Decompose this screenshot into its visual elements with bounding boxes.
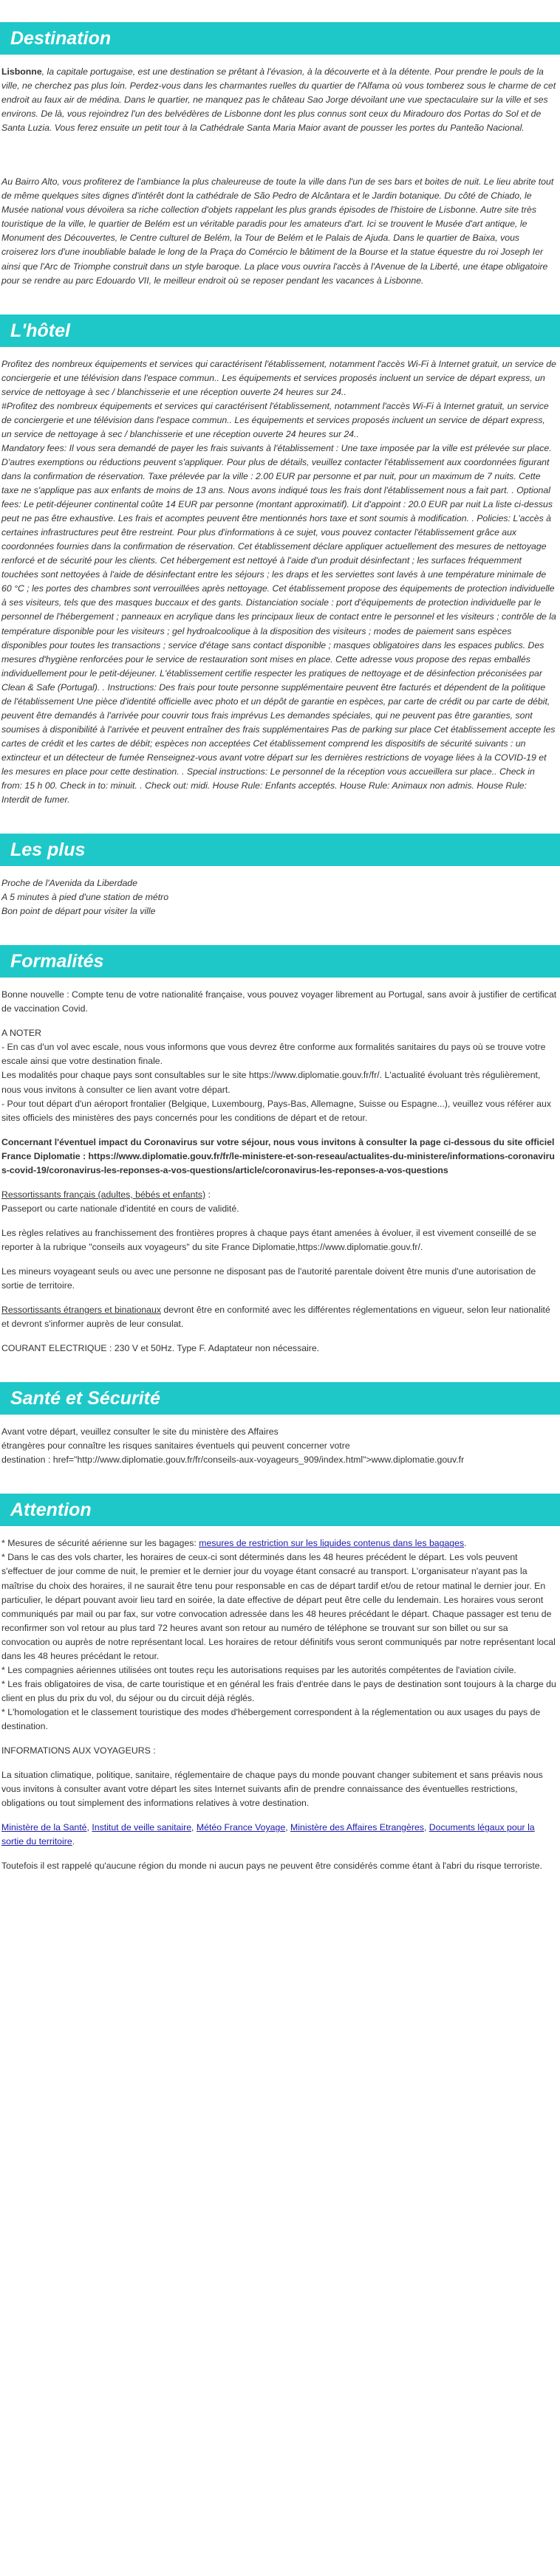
plus-item: Bon point de départ pour visiter la ville <box>1 906 156 917</box>
attention-body <box>0 1536 557 1873</box>
attention-bagages-prefix: * Mesures de sécurité aérienne sur les bagages: <box>1 1538 199 1549</box>
formalites-coronavirus: Concernant l'éventuel impact du Coronavirus sur votre séjour, nous vous invitons à consulter la page ci-dessous du site officiel France Diplomatie : https://www.diplomatie.gouv.fr/fr/le-ministere-et-son-reseau/actualites-du-ministere/informations-coronavirus-covid-19/coronavirus-les-reponses-a-vos-questions/article/coronavirus-les-reponses-a-vos-questions <box>1 1136 555 1175</box>
links-end: . <box>72 1836 75 1847</box>
link-affaires-etrangeres[interactable]: Ministère des Affaires Etrangères <box>290 1822 424 1833</box>
link-veille-sanitaire[interactable]: Institut de veille sanitaire <box>92 1822 192 1833</box>
link-separator: , <box>86 1822 92 1833</box>
section-attention <box>0 1494 560 1873</box>
section-sante <box>0 1382 560 1467</box>
section-title-attention: Attention <box>0 1494 560 1526</box>
attention-bagages <box>1 1536 557 1550</box>
attention-info-title: INFORMATIONS AUX VOYAGEURS : <box>1 1745 156 1756</box>
attention-final: Toutefois il est rappelé qu'aucune région du monde ni aucun pays ne peuvent être considérés comme étant à l'abri du risque terroriste. <box>1 1861 543 1872</box>
plus-body <box>0 876 557 918</box>
hotel-body <box>0 357 557 808</box>
liquides-link[interactable]: mesures de restriction sur les liquides contenus dans les bagages <box>199 1538 465 1549</box>
destination-paragraph-2: Au Bairro Alto, vous profiterez de l'ambiance la plus chaleureuse de toute la ville dans l'un de ses bars et boites de nuit. Le lieu abrite tout de même quelques sites dignes d'intérêt dont la cathédrale de São Pedro de Alcântara et le Jardin botanique. Du côté de Chiado, le Musée national vous dévoilera sa riche collection d'objets rappelant les plus grands épisodes de l'histoire de Lisbonne. Autre site très touristique de la ville, le quartier de Belém est un véritable paradis pour les amateurs d'art. Ici se trouvent le Musée d'art antique, le Monument des Découvertes, le Centre culturel de Belém, la Tour de Belém et le Palais de Ajuda. Dans le quartier de Baixa, vous croiserez lors d'une inoubliable balade le long de la Praça do Comércio le bâtiment de la Bourse et la statue équestre du roi Joseph Ier ainsi que l'Arc de Triomphe construit dans un style baroque. La place vous ouvrira l'accès à l'Avenue de la Liberté, une étape obligatoire pour se rendre au parc Edouardo VII, le meilleur endroit où se reposer pendant les vacances à Lisbonne. <box>1 176 554 286</box>
attention-bagages-suffix: . <box>464 1538 467 1549</box>
plus-item: A 5 minutes à pied d'une station de métro <box>1 892 169 903</box>
formalites-body <box>0 988 557 1356</box>
formalites-regles: Les règles relatives au franchissement des frontières propres à chaque pays étant amenées à évoluer, il est vivement conseillé de se reporter à la rubrique "conseils aux voyageurs" du site France Diplomatie,https://www.diplomatie.gouv.fr/. <box>1 1227 536 1252</box>
ressortissants-fr-sep: : <box>205 1189 211 1200</box>
ressortissants-fr-label: Ressortissants français (adultes, bébés et enfants) <box>1 1189 206 1200</box>
destination-paragraph-1 <box>1 65 557 135</box>
formalites-intro: Bonne nouvelle : Compte tenu de votre nationalité française, vous pouvez voyager librement au Portugal, sans avoir à justifier de certificat de vaccination Covid. <box>1 989 557 1014</box>
plus-item: Proche de l'Avenida da Liberdade <box>1 878 137 889</box>
section-destination <box>0 22 560 288</box>
link-separator: , <box>191 1822 197 1833</box>
formalites-note: - En cas d'un vol avec escale, nous vous informons que vous devrez être conforme aux formalités sanitaires du pays où se trouve votre escale ainsi que votre destination finale. Les modalités pour chaque pays sont consultables sur le site https://www.diplomatie.gouv.fr/fr/. L'actualité évoluant très régulièrement, nous vous invitons à consulter ce lien avant votre départ. - Pour tout départ d'un aéroport frontalier (Belgique, Luxembourg, Pays-Bas, Allemagne, Suisse ou Espagne...), veuillez vous référer aux sites officiels des ministères des pays concernés pour les conditions de départ et de retour. <box>1 1042 551 1123</box>
section-hotel <box>0 315 560 808</box>
attention-links <box>1 1821 557 1849</box>
link-separator: , <box>423 1822 429 1833</box>
hotel-text: Profitez des nombreux équipements et services qui caractérisent l'établissement, notamment l'accès Wi-Fi à Internet gratuit, un service de conciergerie et une télévision dans l'espace commun.. Les équipements et services proposés incluent un service de départ express, un service de nettoyage à sec / blanchisserie et une réception ouverte 24 heures sur 24.. #Profitez des nombreux équipements et services qui caractérisent l'établissement, notamment l'accès Wi-Fi à Internet gratuit, un service de conciergerie et une télévision dans l'espace commun.. Les équipements et services proposés incluent un service de départ express, un service de nettoyage à sec / blanchisserie et une réception ouverte 24 heures sur 24.. Mandatory fees: Il vous sera demandé de payer les frais suivants à l'établissement : Une taxe imposée par la ville est prélevée sur place. D'autres exemptions ou réductions peuvent s'appliquer. Pour plus de détails, veuillez contacter l'établissement aux coordonnées figurant dans la confirmation de réservation. Taxe prélevée par la ville : 2.00 EUR par personne et par nuit, pour un maximum de 7 nuits. Cette taxe ne s'applique pas aux enfants de moins de 13 ans. Nous avons indiqué tous les frais dont l'établissement nous a fait part. . Optional fees: Le petit-déjeuner continental coûte 14 EUR par personne (montant approximatif). Lit d'appoint : 20.0 EUR par nuit La liste ci-dessus peut ne pas être exhaustive. Les frais et acomptes peuvent être mentionnés hors taxe et sont soumis à modification. . Policies: L'accès à certaines infrastructures peut être restreint. Pour plus d'informations à ce sujet, vous pouvez contacter l'établissement grâce aux coordonnées fournies dans la confirmation de réservation. Cet établissement déclare appliquer actuellement des mesures de nettoyage renforcé et de sécurité pour les clients. Cet hébergement est nettoyé à l'aide d'un produit désinfectant ; les surfaces fréquemment touchées sont nettoyées à l'aide de désinfectant entre les séjours ; les draps et les serviettes sont lavés à une température minimale de 60 °C ; les portes des chambres sont verrouillées après nettoyage. Cet établissement propose des équipements de protection individuelle à ses visiteurs, tels que des masques buccaux et des gants. Distanciation sociale : port d'équipements de protection individuelle par le personnel de l'hébergement ; panneaux en acrylique dans les principaux lieux de contact entre le personnel et les visiteurs ; contrôle de la température disponible pour les visiteurs ; gel hydroalcoolique à la disposition des visiteurs ; modes de paiement sans espèces disponibles pour toutes les transactions ; service d'étage sans contact disponible ; masques obligatoires dans les espaces publics. Des mesures d'hygiène renforcées pour le service de restauration sont mises en place. Cette adresse vous propose des repas emballés individuellement pour le petit-déjeuner. L'établissement certifie respecter les pratiques de nettoyage et de désinfection préconisées par Clean & Safe (Portugal). . Instructions: Des frais pour toute personne supplémentaire peuvent être facturés et dépendent de la politique de l'établissement Une pièce d'identité officielle avec photo et un dépôt de garantie en espèces, par carte de crédit ou par carte de débit, peuvent être demandés à l'arrivée pour couvrir tous frais imprévus Les demandes spéciales, qui ne peuvent pas être garanties, sont soumises à disponibilité à l'arrivée et peuvent entraîner des frais supplémentaires Pas de parking sur place Cet établissement accepte les cartes de crédit et les cartes de débit; espèces non acceptées Cet établissement comprend les dispositifs de sécurité suivants : un extincteur et un détecteur de fumée Renseignez-vous avant votre départ sur les dernières restrictions de voyage liées à la COVID-19 et les mesures en place pour cette destination. . Special instructions: Le personnel de la réception vous accueillera sur place.. Check in from: 15 h 00. Check in to: minuit. . Check out: midi. House Rule: Enfants acceptés. House Rule: Animaux non admis. House Rule: Interdit de fumer. <box>1 358 556 806</box>
link-documents-legaux[interactable]: Documents légaux pour la sortie du territoire <box>1 1822 535 1847</box>
sante-body <box>0 1425 557 1467</box>
link-meteo-france[interactable]: Météo France Voyage <box>196 1822 286 1833</box>
section-title-plus: Les plus <box>0 834 560 866</box>
formalites-ressortissants-fr <box>1 1188 557 1216</box>
destination-body <box>0 65 557 288</box>
formalites-ressortissants-etr <box>1 1303 557 1331</box>
formalites-mineurs: Les mineurs voyageant seuls ou avec une personne ne disposant pas de l'autorité parentale doivent être munis d'une autorisation de sortie de territoire. <box>1 1266 536 1291</box>
ressortissants-etr-label: Ressortissants étrangers et binationaux <box>1 1305 161 1316</box>
destination-text-1: , la capitale portugaise, est une destination se prêtant à l'évasion, à la découverte et à la détente. Pour prendre le pouls de la ville, ne cherchez pas plus loin. Perdez-vous dans les charmantes ruelles du quartier de l'Alfama où vous tomberez sous le charme de cet endroit au faux air de médina. Dans le quartier, ne manquez pas le château Sao Jorge dévoilant une vue spectaculaire sur la ville et ses environs. De là, vous rejoindrez l'un des belvédères de Lisbonne dont les plus connus sont ceux du Miradouro dos Portas do Sol et de Santa Luzia. Vous ferez ensuite un petit tour à la Cathédrale Santa Maria Maior avant de pousser les portes du Panteão Nacional. <box>1 66 556 134</box>
formalites-courant: COURANT ELECTRIQUE : 230 V et 50Hz. Type F. Adaptateur non nécessaire. <box>1 1343 320 1354</box>
section-title-formalites: Formalités <box>0 945 560 978</box>
sante-text: Avant votre départ, veuillez consulter le site du ministère des Affaires étrangères pour connaître les risques sanitaires éventuels qui peuvent concerner votre destination : href="http://www.diplomatie.gouv.fr/fr/conseils-aux-voyageurs_909/index.html">www.diplomatie.gouv.fr <box>1 1426 465 1466</box>
link-ministere-sante[interactable]: Ministère de la Santé <box>1 1822 87 1833</box>
formalites-note-title: A NOTER <box>1 1028 41 1039</box>
attention-conditions: * Dans le cas des vols charter, les horaires de ceux-ci sont déterminés dans les 48 heures précédent le départ. Les vols peuvent s'effectuer de jour comme de nuit, le premier et le dernier jour du voyage étant consacré au transport. L'organisateur n'ayant pas la maîtrise du choix des horaires, il ne saurait être tenu pour responsable en cas de départ tardif et/ou de retour matinal le dernier jour. En particulier, le départ pouvant avoir lieu tard en soirée, la date effective de départ peut être celle du lendemain. Les horaires vous seront communiqués par mail ou par fax, sur votre convocation adressée dans les 48 heures précédant le départ. Chaque passager est tenu de reconfirmer son vol retour au plus tard 72 heures avant son retour au numéro de téléphone se trouvant sur son billet ou sur sa convocation ou auprès de notre représentant local. Les horaires de retour définitifs vous seront communiqués par notre représentant local dans les 48 heures précédant le retour. * Les compagnies aériennes utilisées ont toutes reçu les autorisations requises par les autorités compétentes de l'aviation civile. * Les frais obligatoires de visa, de carte touristique et en général les frais d'entrée dans le pays de destination sont toujours à la charge du client en plus du prix du vol, du séjour ou du circuit déjà réglés. * L'homologation et le classement touristique des modes d'hébergement correspondent à la réglementation ou aux usages du pays de destination. <box>1 1552 556 1731</box>
ressortissants-etr-text: devront être en conformité avec les différentes réglementations en vigueur, selon leur nationalité et devront s'informer auprès de leur consulat. <box>1 1305 550 1330</box>
attention-info: La situation climatique, politique, sanitaire, réglementaire de chaque pays du monde pouvant changer subitement et sans préavis nous vous invitons à consulter avant votre départ les sites Internet suivants afin de prendre connaissance des éventuelles restrictions, obligations ou tout simplement des informations relatives à votre destination. <box>1 1770 543 1809</box>
link-separator: , <box>285 1822 291 1833</box>
section-title-hotel: L'hôtel <box>0 315 560 347</box>
section-formalites <box>0 945 560 1356</box>
ressortissants-fr-text: Passeport ou carte nationale d'identité en cours de validité. <box>1 1203 239 1214</box>
destination-city: Lisbonne <box>1 66 42 77</box>
section-title-destination: Destination <box>0 22 560 55</box>
section-title-sante: Santé et Sécurité <box>0 1382 560 1415</box>
section-plus <box>0 834 560 918</box>
